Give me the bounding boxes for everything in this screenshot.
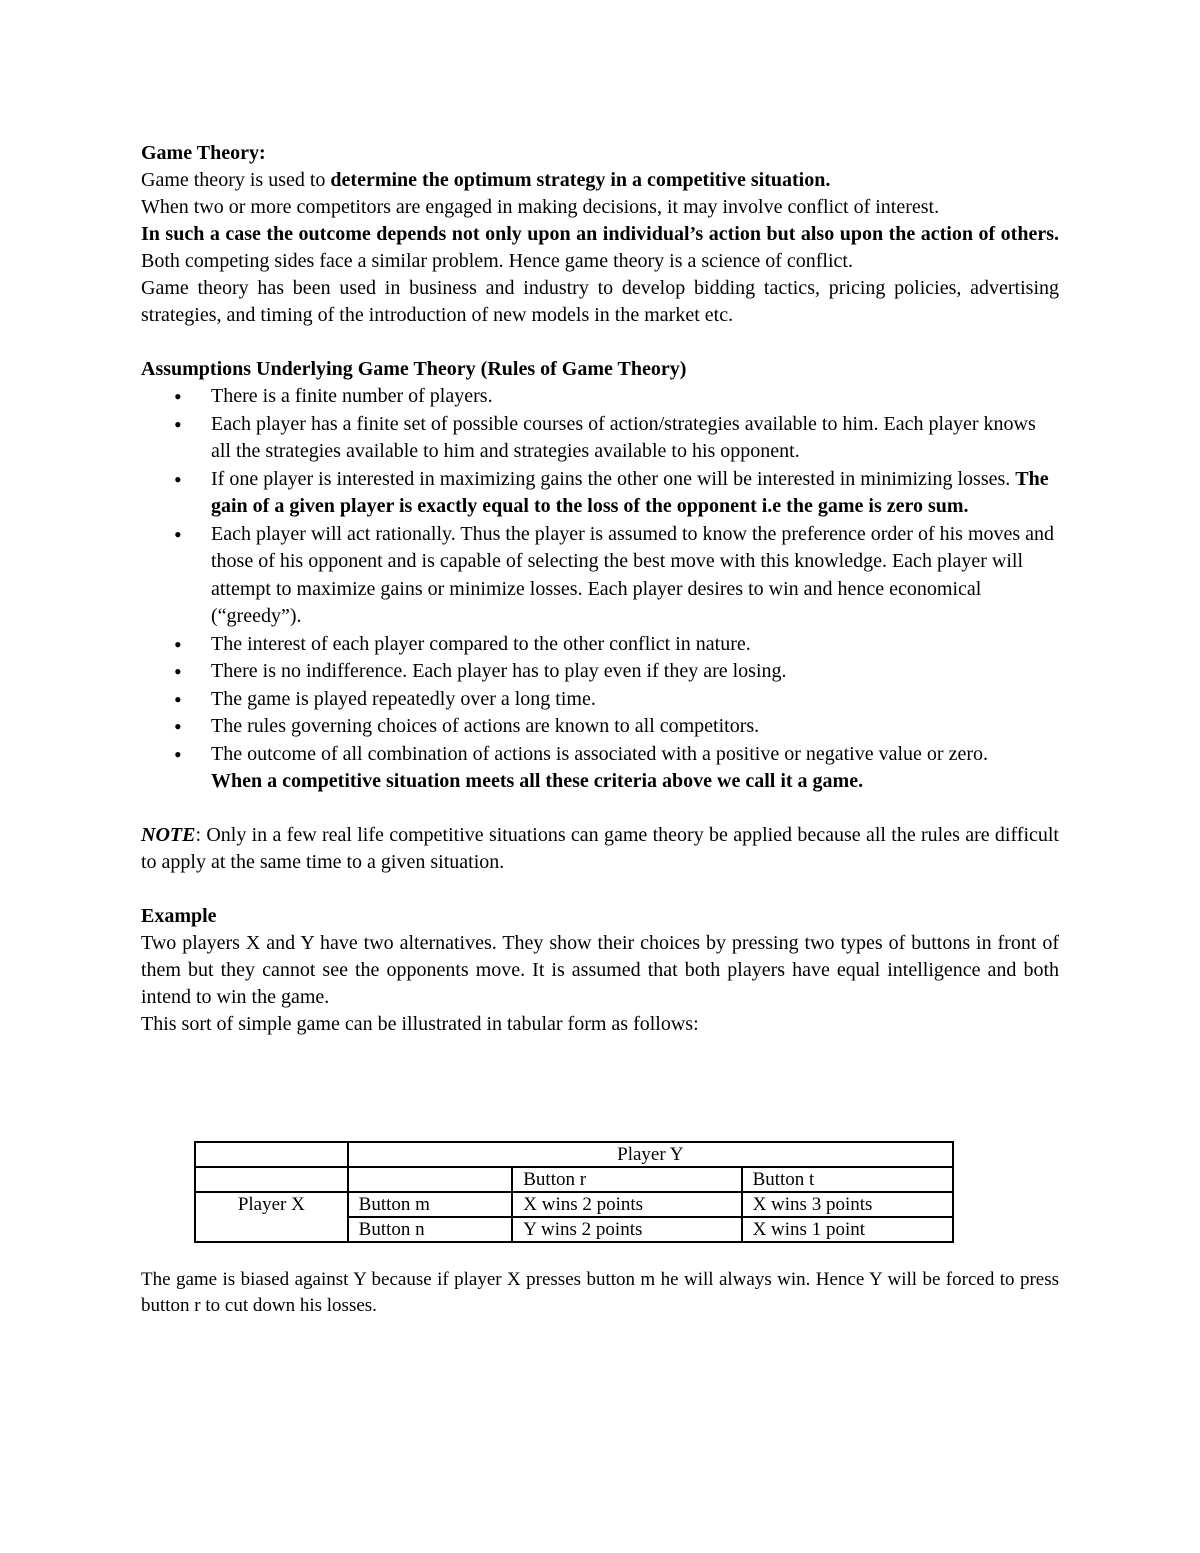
- payoff-m-r: X wins 2 points: [512, 1192, 741, 1217]
- intro-paragraph-4: Game theory has been used in business and industry to develop bidding tactics, pricing policies, advertising strategies, and timing of the introduction of new models in the market etc.: [141, 277, 1059, 326]
- player-y-header: Player Y: [348, 1142, 953, 1167]
- assumptions-list: [141, 383, 1059, 768]
- list-item: • Each player has a finite set of possible courses of action/strategies available to him. Each player knows all the strategies available to him and strategies available to his opponent.: [141, 411, 1059, 466]
- table-cell-empty: [195, 1142, 348, 1167]
- document-body: [141, 140, 1059, 1038]
- example-paragraph-2: This sort of simple game can be illustrated in tabular form as follows:: [141, 1013, 699, 1035]
- button-t-header: Button t: [742, 1167, 953, 1192]
- list-item: • There is a finite number of players.: [141, 383, 1059, 411]
- intro-line-2: When two or more competitors are engaged in making decisions, it may involve conflict of interest.: [141, 196, 940, 218]
- note-label: NOTE: [141, 824, 196, 846]
- list-item: • The outcome of all combination of actions is associated with a positive or negative value or zero.: [141, 741, 1059, 769]
- list-item: • Each player will act rationally. Thus the player is assumed to know the preference order of his moves and those of his opponent and is capable of selecting the best move with this knowledge. Each player will attempt to maximize gains or minimize losses. Each player desires to win and hence economical (“greedy”).: [141, 521, 1059, 631]
- table-cell-empty: [195, 1167, 348, 1192]
- table-row: [195, 1142, 953, 1167]
- table-cell-empty: [348, 1167, 513, 1192]
- note-text: : Only in a few real life competitive situations can game theory be applied because all the rules are difficult to apply at the same time to a given situation.: [141, 824, 1059, 873]
- assumptions-conclusion: When a competitive situation meets all these criteria above we call it a game.: [211, 770, 864, 792]
- list-item: • The rules governing choices of actions are known to all competitors.: [141, 713, 1059, 741]
- spacer: [141, 329, 1059, 356]
- intro-paragraph-3-bold: In such a case the outcome depends not only upon an individual’s action but also upon the action of others.: [141, 223, 1059, 245]
- example-heading: Example: [141, 905, 217, 927]
- intro-paragraph-3: [141, 221, 1059, 275]
- intro-line-1-bold: determine the optimum strategy in a competitive situation.: [330, 169, 831, 191]
- button-r-header: Button r: [512, 1167, 741, 1192]
- page-title: Game Theory:: [141, 142, 266, 164]
- assumptions-heading: Assumptions Underlying Game Theory (Rules of Game Theory): [141, 358, 687, 380]
- payoff-n-r: Y wins 2 points: [512, 1217, 741, 1242]
- intro-paragraph-3-text: Both competing sides face a similar problem. Hence game theory is a science of conflict.: [141, 250, 853, 272]
- payoff-n-t: X wins 1 point: [742, 1217, 953, 1242]
- button-n-label: Button n: [348, 1217, 513, 1242]
- list-item: • There is no indifference. Each player has to play even if they are losing.: [141, 658, 1059, 686]
- list-item-text: If one player is interested in maximizing gains the other one will be interested in minimizing losses.: [211, 467, 1016, 490]
- list-item: • The game is played repeatedly over a long time.: [141, 686, 1059, 714]
- spacer: [141, 876, 1059, 903]
- list-item: • The interest of each player compared to the other conflict in nature.: [141, 631, 1059, 659]
- closing-paragraph: The game is biased against Y because if player X presses button m he will always win. Hence Y will be forced to press button r to cut down his losses.: [141, 1269, 1059, 1316]
- payoff-table: [194, 1141, 954, 1243]
- table-row: [195, 1167, 953, 1192]
- list-item: [141, 466, 1059, 521]
- example-paragraph-1: Two players X and Y have two alternatives. They show their choices by pressing two types of buttons in front of them but they cannot see the opponents move. It is assumed that both players have equal intelligence and both intend to win the game.: [141, 932, 1059, 1008]
- spacer: [141, 795, 1059, 822]
- table-row: [195, 1192, 953, 1217]
- player-x-header: Player X: [195, 1192, 348, 1242]
- intro-line-1: [141, 167, 1059, 194]
- note-paragraph: [141, 822, 1059, 876]
- button-m-label: Button m: [348, 1192, 513, 1217]
- intro-line-1-text: Game theory is used to: [141, 169, 331, 191]
- payoff-m-t: X wins 3 points: [742, 1192, 953, 1217]
- list-item-bold: The gain of a given player is exactly equal to the loss of the opponent i.e the game is zero sum.: [211, 467, 1049, 517]
